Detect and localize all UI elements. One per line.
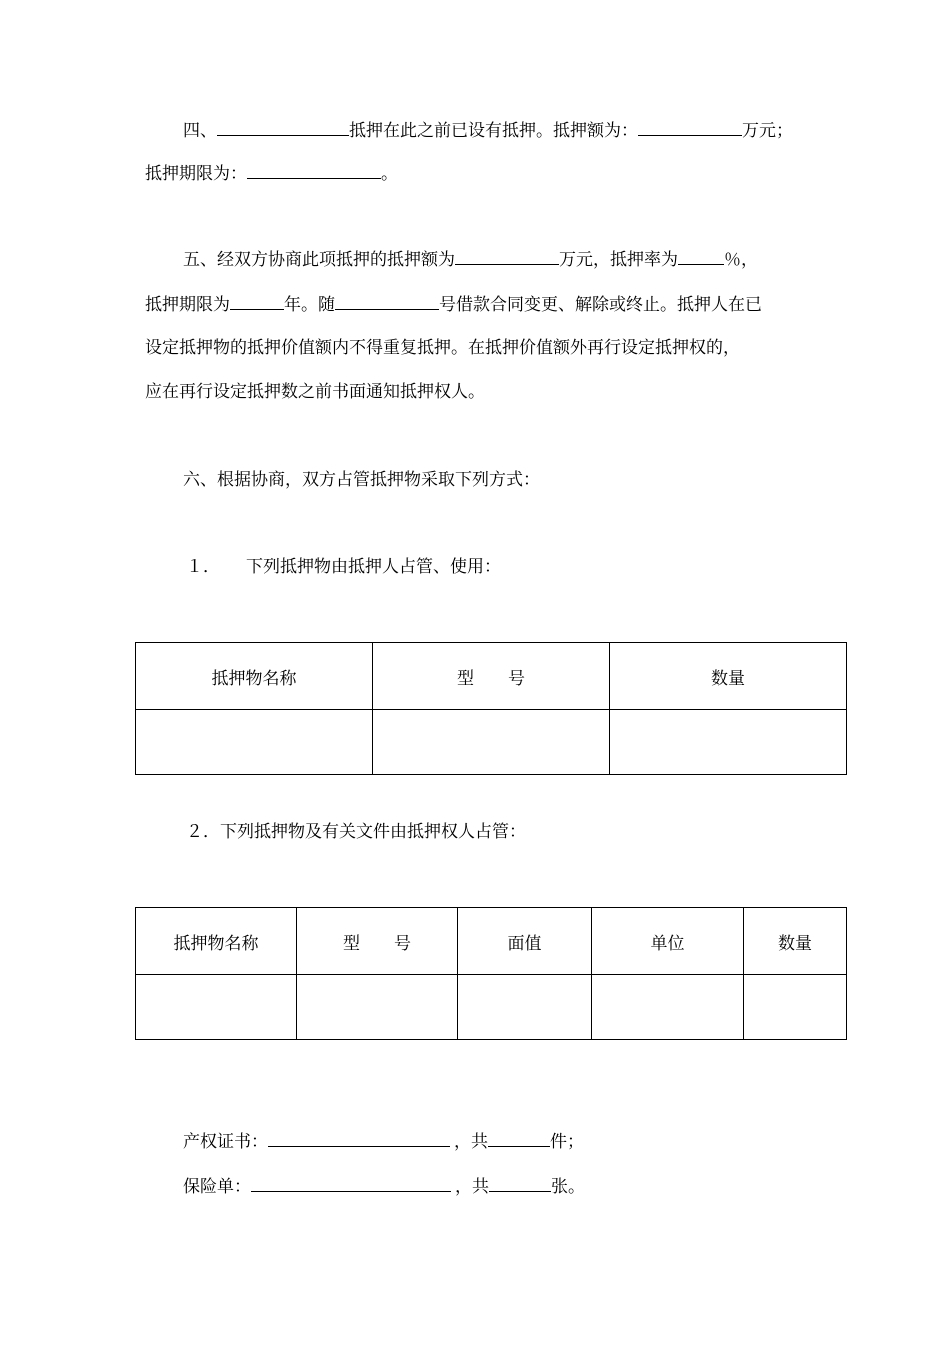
section5-l1a: 五、经双方协商此项抵押的抵押额为 xyxy=(183,250,455,270)
cert-end: 件； xyxy=(550,1132,584,1152)
section6-heading: 六、根据协商，双方占管抵押物采取下列方式： xyxy=(183,470,540,490)
table1-header-model: 型 号 xyxy=(373,643,610,710)
item1-text: 下列抵押物由抵押人占管、使用： xyxy=(246,557,501,577)
table2-header-name: 抵押物名称 xyxy=(136,908,297,975)
property-certificate-line xyxy=(183,1129,584,1154)
section5-line2 xyxy=(145,292,762,317)
table2-header-unit: 单位 xyxy=(592,908,744,975)
cert-mid: ，共 xyxy=(454,1132,488,1152)
section4-end: 。 xyxy=(381,164,398,184)
table-mortgagor-held xyxy=(135,642,847,775)
table1-cell-model[interactable] xyxy=(373,710,610,775)
section4-prefix: 四、 xyxy=(183,121,217,141)
table1-header-name: 抵押物名称 xyxy=(136,643,373,710)
table2-cell-unit[interactable] xyxy=(592,975,744,1040)
table2-header-face-value: 面值 xyxy=(458,908,592,975)
section5-l1c: ％， xyxy=(724,250,758,270)
table2-cell-model[interactable] xyxy=(297,975,458,1040)
mortgage-rate-blank[interactable] xyxy=(678,247,724,265)
table2-header-model: 型 号 xyxy=(297,908,458,975)
table-header-row xyxy=(136,908,847,975)
section5-l2b: 年。随 xyxy=(284,295,335,315)
section5-line4: 应在再行设定抵押数之前书面通知抵押权人。 xyxy=(145,382,485,402)
section6-item2: ２．下列抵押物及有关文件由抵押权人占管： xyxy=(186,822,526,842)
table-header-row xyxy=(136,643,847,710)
table-mortgagee-held xyxy=(135,907,847,1040)
prior-term-blank[interactable] xyxy=(247,161,381,179)
section5-line1 xyxy=(183,247,758,272)
table2-cell-name[interactable] xyxy=(136,975,297,1040)
table2-cell-quantity[interactable] xyxy=(744,975,847,1040)
section6-item1 xyxy=(186,555,501,579)
cert-label: 产权证书： xyxy=(183,1132,268,1152)
table1-cell-name[interactable] xyxy=(136,710,373,775)
table-row xyxy=(136,975,847,1040)
loan-contract-number-blank[interactable] xyxy=(335,292,439,310)
certificate-count-blank[interactable] xyxy=(488,1129,550,1147)
section4-line2 xyxy=(145,161,398,186)
section4-mid2: 万元； xyxy=(742,121,793,141)
section5-line3: 设定抵押物的抵押价值额内不得重复抵押。在抵押价值额外再行设定抵押权的， xyxy=(145,338,740,358)
mortgage-term-blank[interactable] xyxy=(230,292,284,310)
mortgage-item-blank[interactable] xyxy=(217,118,349,136)
table2-cell-face-value[interactable] xyxy=(458,975,592,1040)
table-row xyxy=(136,710,847,775)
section5-l2c: 号借款合同变更、解除或终止。抵押人在已 xyxy=(439,295,762,315)
insurance-label: 保险单： xyxy=(183,1177,251,1197)
insurance-number-blank[interactable] xyxy=(251,1174,451,1192)
section4-mid1: 抵押在此之前已设有抵押。抵押额为： xyxy=(349,121,638,141)
mortgage-amount-blank[interactable] xyxy=(455,247,559,265)
section5-l2a: 抵押期限为 xyxy=(145,295,230,315)
insurance-end: 张。 xyxy=(551,1177,585,1197)
prior-amount-blank[interactable] xyxy=(638,118,742,136)
table1-header-quantity: 数量 xyxy=(610,643,847,710)
section4-line2-label: 抵押期限为： xyxy=(145,164,247,184)
item1-number: １． xyxy=(186,557,220,577)
table1-cell-quantity[interactable] xyxy=(610,710,847,775)
certificate-number-blank[interactable] xyxy=(268,1129,450,1147)
insurance-count-blank[interactable] xyxy=(489,1174,551,1192)
insurance-mid: ，共 xyxy=(455,1177,489,1197)
insurance-policy-line xyxy=(183,1174,585,1199)
section4-line1 xyxy=(183,118,793,143)
section5-l1b: 万元，抵押率为 xyxy=(559,250,678,270)
table2-header-quantity: 数量 xyxy=(744,908,847,975)
